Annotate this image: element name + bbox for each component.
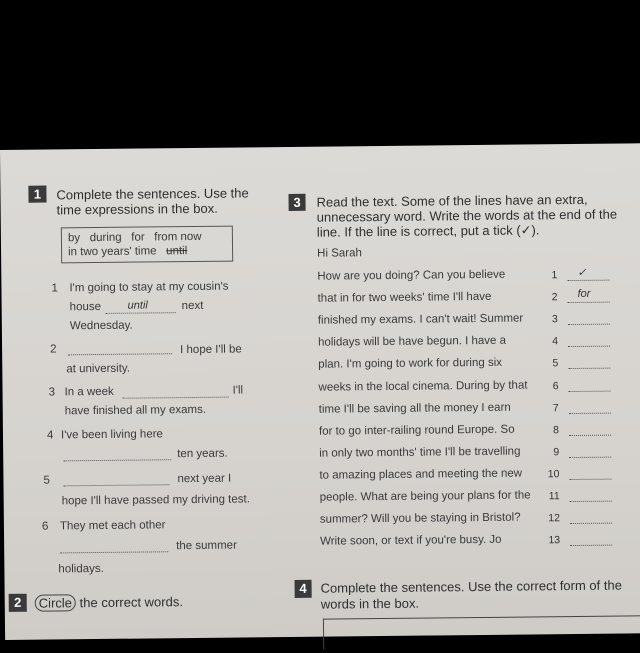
exercise-3-number: 3 <box>288 194 305 211</box>
exercise-4-word-box <box>323 615 640 649</box>
letter-line-handwritten-answer: for <box>577 287 591 300</box>
item-3-line-1-start: In a week <box>64 385 114 399</box>
exercise-1-instruction-line-2: time expressions in the box. <box>56 200 218 218</box>
item-3-number: 3 <box>48 386 56 399</box>
letter-line-answer-line[interactable] <box>568 368 610 369</box>
letter-line-text: to amazing places and meeting the new <box>319 467 523 482</box>
letter-line-text: in only two months' time I'll be travelling <box>319 445 521 460</box>
item-3-line-1-end: I'll <box>232 384 244 397</box>
letter-line-number: 3 <box>551 313 558 326</box>
exercise-2-instruction-rest: the correct words. <box>79 594 184 611</box>
letter-line-answer-line[interactable] <box>569 479 611 480</box>
word-by: by <box>67 232 81 245</box>
letter-line-number: 6 <box>552 380 559 393</box>
letter-line-text: weeks in the local cinema. During by that <box>318 379 528 394</box>
item-1-line-1: I'm going to stay at my cousin's <box>69 280 229 295</box>
letter-line-text: people. What are being your plans for the <box>319 489 531 504</box>
letter-line-answer-line[interactable] <box>570 523 612 524</box>
item-4-line-1: I've been living here <box>60 428 163 442</box>
word-box <box>61 226 233 264</box>
word-in-two-years-time: in two years' time <box>68 245 157 259</box>
word-until-struck: until <box>166 245 188 258</box>
letter-greeting: Hi Sarah <box>317 247 362 260</box>
item-1-line-2-end: next <box>181 299 204 313</box>
item-5-line-2: hope I'll have passed my driving test. <box>61 493 250 508</box>
item-3-line-2: have finished all my exams. <box>64 403 207 418</box>
item-4-line-2: ten years. <box>177 447 228 461</box>
letter-line-answer-line[interactable] <box>569 457 611 458</box>
item-1-number: 1 <box>51 282 58 295</box>
word-box-row-2 <box>68 244 226 260</box>
letter-line-number: 12 <box>548 512 560 525</box>
exercise-3-instruction-line-1: Read the text. Some of the lines have an extra, <box>316 191 588 210</box>
item-6-answer-line[interactable] <box>60 551 168 553</box>
item-5-number: 5 <box>43 474 50 487</box>
word-for: for <box>131 231 145 244</box>
letter-line-answer-line[interactable] <box>569 413 611 414</box>
item-4-number: 4 <box>46 429 54 442</box>
circle-word: Circle <box>35 594 76 611</box>
item-2-line-2: at university. <box>66 362 131 376</box>
letter-line-number: 9 <box>553 446 560 459</box>
exercise-1-number: 1 <box>28 186 46 203</box>
letter-line-number: 10 <box>547 468 560 481</box>
letter-line-answer-line[interactable] <box>570 501 612 502</box>
item-2-number: 2 <box>50 343 57 356</box>
item-5-line-1: next year I <box>177 472 232 486</box>
letter-line-text: that in for two weeks' time I'll have <box>317 290 492 305</box>
word-during: during <box>89 231 122 245</box>
letter-line-handwritten-answer: ✓ <box>577 266 587 279</box>
item-4-answer-line[interactable] <box>63 459 171 461</box>
item-2-answer-line[interactable] <box>68 353 172 355</box>
letter-line-text: How are you doing? Can you believe <box>317 268 506 283</box>
letter-line-text: for to go inter-railing round Europe. So <box>318 423 515 438</box>
letter-line-text: holidays will be have begun. I have a <box>317 334 507 349</box>
exercise-2-number: 2 <box>9 594 27 612</box>
letter-line-answer-line[interactable] <box>567 280 609 281</box>
letter-line-text: summer? Will you be staying in Bristol? <box>319 511 521 526</box>
letter-line-text: plan. I'm going to work for during six <box>318 356 503 371</box>
letter-line-number: 8 <box>553 424 560 437</box>
exercise-4-instruction-line-2: words in the box. <box>320 595 420 612</box>
letter-line-answer-line[interactable] <box>568 302 610 303</box>
letter-line-text: time I'll be saving all the money I earn <box>318 401 511 416</box>
exercise-4-number: 4 <box>295 580 312 598</box>
workbook-page <box>0 143 640 640</box>
letter-line-text: finished my exams. I can't wait! Summer <box>317 312 524 327</box>
letter-line-answer-line[interactable] <box>569 435 611 436</box>
letter-line-number: 13 <box>548 534 561 547</box>
item-1-line-3: Wednesday. <box>69 319 133 333</box>
letter-line-answer-line[interactable] <box>568 324 610 325</box>
item-6-line-1: They met each other <box>59 519 166 533</box>
letter-line-text: Write soon, or text if you're busy. Jo <box>320 533 502 548</box>
exercise-4-instruction-line-1: Complete the sentences. Use the correct form of the <box>320 577 622 596</box>
word-from-now: from now <box>154 230 202 244</box>
item-6-line-3: holidays. <box>58 562 104 576</box>
exercise-3-instruction-line-2: unnecessary word. Write the words at the end of the <box>316 206 618 225</box>
item-2-line-1: I hope I'll be <box>180 343 242 357</box>
exercise-3-instruction-line-3: line. If the line is correct, put a tick (✓). <box>316 222 540 240</box>
item-1-answer-line[interactable] <box>106 312 176 314</box>
item-1-handwritten-answer: until <box>127 299 148 312</box>
item-5-answer-line[interactable] <box>64 484 170 486</box>
letter-line-number: 4 <box>552 335 559 348</box>
item-1-line-2-start: house <box>69 300 102 314</box>
letter-line-number: 2 <box>551 291 558 304</box>
letter-line-number: 5 <box>552 357 559 370</box>
letter-line-answer-line[interactable] <box>569 391 611 392</box>
letter-line-answer-line[interactable] <box>568 346 610 347</box>
item-6-line-2: the summer <box>176 539 237 553</box>
exercise-2-instruction <box>35 594 183 611</box>
item-3-answer-line[interactable] <box>123 397 229 399</box>
exercise-1-instruction-line-1: Complete the sentences. Use the <box>56 185 249 203</box>
letter-line-number: 11 <box>548 490 560 503</box>
letter-line-number: 1 <box>551 269 558 282</box>
letter-line-number: 7 <box>552 402 559 415</box>
item-6-number: 6 <box>41 520 49 533</box>
letter-line-answer-line[interactable] <box>570 545 612 546</box>
